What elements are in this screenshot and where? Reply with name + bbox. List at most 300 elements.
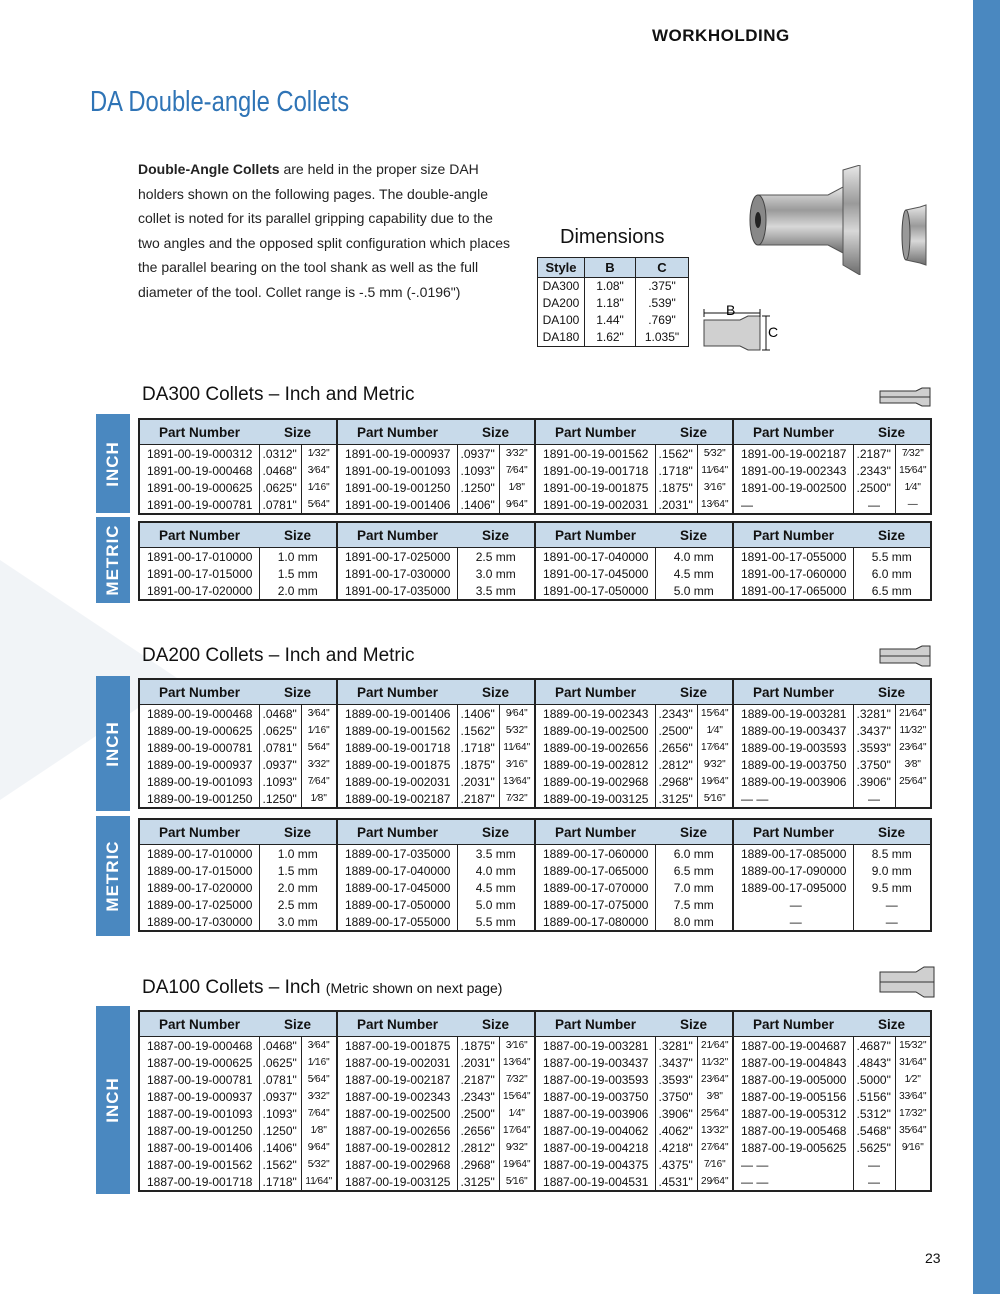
size-decimal-cell: .3125"	[655, 790, 697, 808]
part-number-cell: 1889-00-17-090000	[733, 862, 853, 879]
size-decimal-cell: .2656"	[457, 1122, 499, 1139]
size-fraction-cell: 11⁄32"	[895, 722, 931, 739]
size-fraction-cell: 5⁄16"	[499, 1173, 535, 1191]
size-fraction-cell: 1⁄16"	[301, 479, 337, 496]
size-cell: —	[853, 913, 931, 931]
part-number-cell: 1891-00-17-045000	[535, 565, 655, 582]
part-number-cell: 1887-00-19-001250	[139, 1122, 259, 1139]
size-fraction-cell: 19⁄64"	[697, 773, 733, 790]
dim-cell: 1.44"	[585, 312, 636, 329]
table-row	[139, 1139, 931, 1156]
size-cell: 6.5 mm	[853, 582, 931, 600]
size-fraction-cell: 1⁄32"	[301, 445, 337, 463]
part-number-cell: 1887-00-19-001875	[337, 1037, 457, 1055]
size-fraction-cell: 1⁄4"	[697, 722, 733, 739]
size-fraction-cell: 3⁄8"	[697, 1088, 733, 1105]
size-cell: 3.5 mm	[457, 845, 535, 863]
part-number-cell: 1889-00-19-003437	[733, 722, 853, 739]
size-fraction-cell: 7⁄32"	[499, 1071, 535, 1088]
da100-inch-tab: INCH	[96, 1006, 130, 1194]
size-fraction-cell: —	[895, 496, 931, 514]
part-number-cell: 1887-00-19-002031	[337, 1054, 457, 1071]
table-row	[139, 1037, 931, 1055]
size-cell: 3.0 mm	[259, 913, 337, 931]
size-decimal-cell: .3906"	[655, 1105, 697, 1122]
column-header-size: Size	[259, 1011, 337, 1037]
column-header-part-number: Part Number	[139, 419, 259, 445]
column-header-part-number: Part Number	[337, 419, 457, 445]
part-number-cell: 1887-00-19-004375	[535, 1156, 655, 1173]
size-fraction-cell: 5⁄64"	[301, 1071, 337, 1088]
table-row	[139, 496, 931, 514]
size-cell: 7.5 mm	[655, 896, 733, 913]
column-header-size: Size	[457, 1011, 535, 1037]
table-row	[139, 1088, 931, 1105]
size-fraction-cell: 1⁄8"	[499, 479, 535, 496]
size-fraction-cell: 5⁄64"	[301, 496, 337, 514]
part-number-cell: 1891-00-19-002343	[733, 462, 853, 479]
size-decimal-cell: .1250"	[457, 479, 499, 496]
part-number-cell: 1889-00-19-002500	[535, 722, 655, 739]
size-decimal-cell: .1250"	[259, 790, 301, 808]
table-row	[139, 1071, 931, 1088]
column-header-part-number: Part Number	[535, 819, 655, 845]
part-number-cell: 1887-00-19-004531	[535, 1173, 655, 1191]
table-row	[139, 705, 931, 723]
part-number-cell: 1889-00-17-025000	[139, 896, 259, 913]
column-header-size: Size	[655, 1011, 733, 1037]
part-number-cell: 1891-00-19-000625	[139, 479, 259, 496]
label-b: B	[726, 302, 736, 318]
dim-cell: DA100	[538, 312, 585, 329]
size-decimal-cell: .1406"	[457, 496, 499, 514]
size-decimal-cell: .1718"	[655, 462, 697, 479]
dim-cell: DA200	[538, 295, 585, 312]
part-number-cell: —	[733, 913, 853, 931]
size-cell: 8.0 mm	[655, 913, 733, 931]
size-decimal-cell: —	[853, 790, 895, 808]
part-number-cell: 1889-00-17-085000	[733, 845, 853, 863]
part-number-cell: 1887-00-19-003281	[535, 1037, 655, 1055]
size-fraction-cell: 3⁄64"	[301, 462, 337, 479]
size-decimal-cell: .5468"	[853, 1122, 895, 1139]
column-header-size: Size	[259, 522, 337, 548]
da300-inch-tab: INCH	[96, 414, 130, 513]
size-decimal-cell: .0625"	[259, 479, 301, 496]
column-header-part-number: Part Number	[535, 522, 655, 548]
dim-row	[538, 295, 689, 312]
size-decimal-cell: .1875"	[457, 1037, 499, 1055]
part-number-cell: 1889-00-17-080000	[535, 913, 655, 931]
size-fraction-cell: 25⁄64"	[895, 773, 931, 790]
size-fraction-cell: 3⁄16"	[697, 479, 733, 496]
part-number-cell: 1889-00-19-003281	[733, 705, 853, 723]
part-number-cell: 1887-00-19-004687	[733, 1037, 853, 1055]
column-header-size: Size	[259, 419, 337, 445]
size-decimal-cell: .1250"	[259, 1122, 301, 1139]
size-fraction-cell: 9⁄16"	[895, 1139, 931, 1156]
dim-header-b: B	[585, 258, 636, 278]
size-cell: 3.0 mm	[457, 565, 535, 582]
part-number-cell: — —	[733, 1173, 853, 1191]
size-cell: 4.5 mm	[655, 565, 733, 582]
part-number-cell: 1891-00-19-001562	[535, 445, 655, 463]
size-decimal-cell: .2343"	[457, 1088, 499, 1105]
collet-photo	[748, 165, 933, 275]
part-number-cell: 1889-00-19-003125	[535, 790, 655, 808]
size-fraction-cell: 11⁄64"	[499, 739, 535, 756]
size-cell: 6.0 mm	[853, 565, 931, 582]
part-number-cell: 1889-00-19-000937	[139, 756, 259, 773]
size-decimal-cell: .0468"	[259, 705, 301, 723]
size-fraction-cell: 3⁄64"	[301, 1037, 337, 1055]
size-decimal-cell: .3750"	[655, 1088, 697, 1105]
size-fraction-cell	[895, 790, 931, 808]
size-fraction-cell: 5⁄64"	[301, 739, 337, 756]
part-number-cell: 1891-00-17-050000	[535, 582, 655, 600]
dim-cell: DA180	[538, 329, 585, 347]
table-row	[139, 862, 931, 879]
size-fraction-cell: 11⁄64"	[301, 1173, 337, 1191]
size-decimal-cell: .2656"	[655, 739, 697, 756]
dim-row	[538, 278, 689, 296]
size-decimal-cell: .1093"	[457, 462, 499, 479]
dim-cell: .769"	[636, 312, 689, 329]
size-fraction-cell: 17⁄64"	[697, 739, 733, 756]
size-fraction-cell: 11⁄64"	[697, 462, 733, 479]
size-decimal-cell: .0781"	[259, 496, 301, 514]
part-number-cell: 1891-00-19-002031	[535, 496, 655, 514]
dim-row	[538, 312, 689, 329]
part-number-cell: 1891-00-19-000781	[139, 496, 259, 514]
column-header-size: Size	[853, 1011, 931, 1037]
dim-header-style: Style	[538, 258, 585, 278]
size-cell: 5.0 mm	[655, 582, 733, 600]
size-fraction-cell: 17⁄32"	[895, 1105, 931, 1122]
column-header-part-number: Part Number	[733, 819, 853, 845]
size-cell: —	[853, 896, 931, 913]
da100-title	[142, 977, 502, 999]
size-fraction-cell: 21⁄64"	[895, 705, 931, 723]
size-fraction-cell: 5⁄16"	[697, 790, 733, 808]
size-fraction-cell: 3⁄32"	[301, 1088, 337, 1105]
size-decimal-cell: .0781"	[259, 739, 301, 756]
size-fraction-cell: 29⁄64"	[697, 1173, 733, 1191]
size-decimal-cell: .2187"	[457, 790, 499, 808]
part-number-cell: 1891-00-17-055000	[733, 548, 853, 566]
column-header-size: Size	[457, 419, 535, 445]
collet-icon	[878, 966, 936, 998]
size-fraction-cell: 15⁄64"	[499, 1088, 535, 1105]
size-fraction-cell: 15⁄64"	[895, 462, 931, 479]
part-number-cell: 1889-00-17-055000	[337, 913, 457, 931]
table-row	[139, 1105, 931, 1122]
part-number-cell: 1891-00-17-020000	[139, 582, 259, 600]
dim-cell: .375"	[636, 278, 689, 296]
part-number-cell: 1887-00-19-000937	[139, 1088, 259, 1105]
size-fraction-cell: 1⁄8"	[301, 790, 337, 808]
size-cell: 6.5 mm	[655, 862, 733, 879]
part-number-cell: 1891-00-17-030000	[337, 565, 457, 582]
size-fraction-cell: 3⁄16"	[499, 756, 535, 773]
size-fraction-cell: 5⁄32"	[697, 445, 733, 463]
part-number-cell: 1889-00-19-000468	[139, 705, 259, 723]
da200-metric-table	[138, 818, 932, 932]
part-number-cell: 1887-00-19-000468	[139, 1037, 259, 1055]
da200-inch-tab: INCH	[96, 676, 130, 811]
size-decimal-cell: .1875"	[655, 479, 697, 496]
size-cell: 4.5 mm	[457, 879, 535, 896]
size-fraction-cell: 1⁄16"	[301, 1054, 337, 1071]
size-decimal-cell: .3906"	[853, 773, 895, 790]
part-number-cell: 1889-00-17-010000	[139, 845, 259, 863]
da300-title: DA300 Collets – Inch and Metric	[142, 384, 415, 405]
column-header-part-number: Part Number	[535, 419, 655, 445]
part-number-cell: 1889-00-17-035000	[337, 845, 457, 863]
size-decimal-cell: .0468"	[259, 462, 301, 479]
size-fraction-cell: 9⁄32"	[697, 756, 733, 773]
size-cell: 2.0 mm	[259, 879, 337, 896]
size-cell: 2.5 mm	[457, 548, 535, 566]
part-number-cell: 1889-00-17-070000	[535, 879, 655, 896]
size-decimal-cell: .2031"	[457, 773, 499, 790]
part-number-cell: 1887-00-19-005468	[733, 1122, 853, 1139]
size-decimal-cell: —	[853, 1173, 895, 1191]
size-fraction-cell: 31⁄64"	[895, 1054, 931, 1071]
size-fraction-cell: 7⁄64"	[301, 1105, 337, 1122]
size-fraction-cell: 1⁄8"	[301, 1122, 337, 1139]
size-decimal-cell: .4218"	[655, 1139, 697, 1156]
part-number-cell: 1891-00-17-060000	[733, 565, 853, 582]
column-header-size: Size	[853, 819, 931, 845]
size-decimal-cell: .2812"	[457, 1139, 499, 1156]
size-decimal-cell: .0312"	[259, 445, 301, 463]
table-row	[139, 582, 931, 600]
column-header-size: Size	[853, 679, 931, 705]
part-number-cell: 1891-00-19-001875	[535, 479, 655, 496]
size-cell: 9.0 mm	[853, 862, 931, 879]
da100-subtitle: (Metric shown on next page)	[325, 980, 503, 996]
part-number-cell: 1889-00-19-001406	[337, 705, 457, 723]
part-number-cell: 1889-00-19-002187	[337, 790, 457, 808]
part-number-cell: 1891-00-19-002187	[733, 445, 853, 463]
size-fraction-cell: 5⁄32"	[301, 1156, 337, 1173]
part-number-cell: —	[733, 496, 853, 514]
part-number-cell: 1889-00-17-095000	[733, 879, 853, 896]
dim-cell: 1.035"	[636, 329, 689, 347]
size-decimal-cell: .0468"	[259, 1037, 301, 1055]
table-row	[139, 739, 931, 756]
part-number-cell: 1887-00-19-003906	[535, 1105, 655, 1122]
size-fraction-cell: 9⁄64"	[301, 1139, 337, 1156]
column-header-size: Size	[655, 819, 733, 845]
size-fraction-cell: 35⁄64"	[895, 1122, 931, 1139]
size-fraction-cell: 7⁄64"	[301, 773, 337, 790]
part-number-cell: 1889-00-17-040000	[337, 862, 457, 879]
table-row	[139, 1156, 931, 1173]
size-decimal-cell: .3593"	[853, 739, 895, 756]
dimensions-table	[537, 257, 689, 347]
column-header-part-number: Part Number	[139, 679, 259, 705]
size-cell: 1.0 mm	[259, 548, 337, 566]
part-number-cell: 1889-00-19-003906	[733, 773, 853, 790]
part-number-cell: 1887-00-19-004843	[733, 1054, 853, 1071]
page-edge-bar	[973, 0, 1000, 1294]
size-fraction-cell: 3⁄8"	[895, 756, 931, 773]
size-fraction-cell: 1⁄4"	[499, 1105, 535, 1122]
da300-inch-table	[138, 418, 932, 515]
size-fraction-cell: 3⁄32"	[301, 756, 337, 773]
column-header-part-number: Part Number	[733, 1011, 853, 1037]
da200-title: DA200 Collets – Inch and Metric	[142, 645, 415, 666]
part-number-cell: 1891-00-17-015000	[139, 565, 259, 582]
size-cell: 3.5 mm	[457, 582, 535, 600]
part-number-cell: 1887-00-19-002187	[337, 1071, 457, 1088]
size-cell: 7.0 mm	[655, 879, 733, 896]
size-cell: 8.5 mm	[853, 845, 931, 863]
da200-inch-table	[138, 678, 932, 809]
da200-metric-tab: METRIC	[96, 816, 130, 936]
size-fraction-cell: 25⁄64"	[697, 1105, 733, 1122]
size-fraction-cell: 15⁄32"	[895, 1037, 931, 1055]
intro-text: are held in the proper size DAH holders shown on the following pages. The double-angle collet is noted for its parallel gripping capability due to the two angles and the opposed split configuration which places the parallel bearing on the tool shank as well as the full diameter of the tool. Collet range is -.5 mm (-.0196")	[138, 161, 511, 300]
table-row	[139, 896, 931, 913]
size-decimal-cell: .3281"	[655, 1037, 697, 1055]
size-decimal-cell: .5625"	[853, 1139, 895, 1156]
size-fraction-cell: 7⁄32"	[895, 445, 931, 463]
size-decimal-cell: .3750"	[853, 756, 895, 773]
column-header-size: Size	[655, 419, 733, 445]
size-fraction-cell: 11⁄32"	[697, 1054, 733, 1071]
part-number-cell: 1889-00-19-002968	[535, 773, 655, 790]
part-number-cell: 1887-00-19-001718	[139, 1173, 259, 1191]
size-cell: 1.5 mm	[259, 565, 337, 582]
part-number-cell: 1889-00-17-050000	[337, 896, 457, 913]
size-decimal-cell: .3437"	[853, 722, 895, 739]
da300-metric-tab: METRIC	[96, 517, 130, 603]
size-fraction-cell: 3⁄32"	[499, 445, 535, 463]
column-header-part-number: Part Number	[139, 1011, 259, 1037]
table-row	[139, 1173, 931, 1191]
page-number: 23	[925, 1250, 941, 1266]
size-fraction-cell: 21⁄64"	[697, 1037, 733, 1055]
size-decimal-cell: .2031"	[457, 1054, 499, 1071]
part-number-cell: 1889-00-19-003750	[733, 756, 853, 773]
size-decimal-cell: .1562"	[655, 445, 697, 463]
table-row	[139, 565, 931, 582]
label-c: C	[768, 324, 779, 340]
table-row	[139, 790, 931, 808]
size-decimal-cell: .2500"	[655, 722, 697, 739]
size-fraction-cell: 1⁄16"	[301, 722, 337, 739]
part-number-cell: 1887-00-19-005156	[733, 1088, 853, 1105]
size-cell: 5.5 mm	[457, 913, 535, 931]
part-number-cell: 1889-00-19-001718	[337, 739, 457, 756]
size-decimal-cell: .1406"	[457, 705, 499, 723]
section-tag: WORKHOLDING	[652, 26, 790, 45]
part-number-cell: 1889-00-17-075000	[535, 896, 655, 913]
collet-icon	[878, 645, 933, 667]
size-decimal-cell: .2187"	[457, 1071, 499, 1088]
size-decimal-cell: .0937"	[259, 756, 301, 773]
size-decimal-cell: .4062"	[655, 1122, 697, 1139]
size-fraction-cell: 9⁄32"	[499, 1139, 535, 1156]
size-fraction-cell: 7⁄32"	[499, 790, 535, 808]
size-decimal-cell: .3281"	[853, 705, 895, 723]
size-decimal-cell: .5000"	[853, 1071, 895, 1088]
size-fraction-cell: 19⁄64"	[499, 1156, 535, 1173]
size-fraction-cell: 9⁄64"	[499, 705, 535, 723]
table-row	[139, 722, 931, 739]
dimensions-title: Dimensions	[560, 226, 665, 248]
part-number-cell: 1887-00-19-003750	[535, 1088, 655, 1105]
part-number-cell: 1891-00-19-001406	[337, 496, 457, 514]
size-decimal-cell: .0937"	[457, 445, 499, 463]
size-decimal-cell: .4687"	[853, 1037, 895, 1055]
part-number-cell: 1891-00-17-035000	[337, 582, 457, 600]
part-number-cell: —	[733, 896, 853, 913]
column-header-part-number: Part Number	[733, 419, 853, 445]
part-number-cell: 1891-00-19-002500	[733, 479, 853, 496]
part-number-cell: 1891-00-17-025000	[337, 548, 457, 566]
table-row	[139, 479, 931, 496]
column-header-size: Size	[457, 819, 535, 845]
column-header-size: Size	[259, 679, 337, 705]
intro-lead: Double-Angle Collets	[138, 161, 280, 177]
part-number-cell: 1889-00-19-000625	[139, 722, 259, 739]
size-decimal-cell: .2343"	[655, 705, 697, 723]
size-decimal-cell: .2500"	[457, 1105, 499, 1122]
size-decimal-cell: —	[853, 1156, 895, 1173]
table-row	[139, 548, 931, 566]
size-decimal-cell: .4531"	[655, 1173, 697, 1191]
column-header-size: Size	[853, 522, 931, 548]
part-number-cell: 1887-00-19-003437	[535, 1054, 655, 1071]
part-number-cell: 1889-00-19-002031	[337, 773, 457, 790]
table-row	[139, 1054, 931, 1071]
da300-metric-table	[138, 521, 932, 601]
size-decimal-cell: .4843"	[853, 1054, 895, 1071]
part-number-cell: 1887-00-19-001406	[139, 1139, 259, 1156]
size-decimal-cell: .3125"	[457, 1173, 499, 1191]
part-number-cell: 1887-00-19-001562	[139, 1156, 259, 1173]
size-decimal-cell: .1718"	[457, 739, 499, 756]
part-number-cell: 1887-00-19-003125	[337, 1173, 457, 1191]
part-number-cell: 1889-00-17-065000	[535, 862, 655, 879]
size-fraction-cell: 13⁄64"	[499, 773, 535, 790]
size-decimal-cell: .5312"	[853, 1105, 895, 1122]
size-cell: 5.5 mm	[853, 548, 931, 566]
size-cell: 1.5 mm	[259, 862, 337, 879]
size-fraction-cell: 3⁄64"	[301, 705, 337, 723]
size-fraction-cell: 5⁄32"	[499, 722, 535, 739]
column-header-part-number: Part Number	[337, 819, 457, 845]
column-header-part-number: Part Number	[139, 522, 259, 548]
collet-icon	[878, 387, 933, 407]
dim-cell: 1.62"	[585, 329, 636, 347]
column-header-size: Size	[259, 819, 337, 845]
size-decimal-cell: .3593"	[655, 1071, 697, 1088]
part-number-cell: 1891-00-17-010000	[139, 548, 259, 566]
size-decimal-cell: .1562"	[457, 722, 499, 739]
size-cell: 5.0 mm	[457, 896, 535, 913]
part-number-cell: 1891-00-17-040000	[535, 548, 655, 566]
page-title: DA Double-angle Collets	[90, 86, 350, 118]
size-fraction-cell: 7⁄16"	[697, 1156, 733, 1173]
column-header-part-number: Part Number	[733, 522, 853, 548]
size-fraction-cell: 13⁄32"	[697, 1122, 733, 1139]
size-fraction-cell: 1⁄4"	[895, 479, 931, 496]
